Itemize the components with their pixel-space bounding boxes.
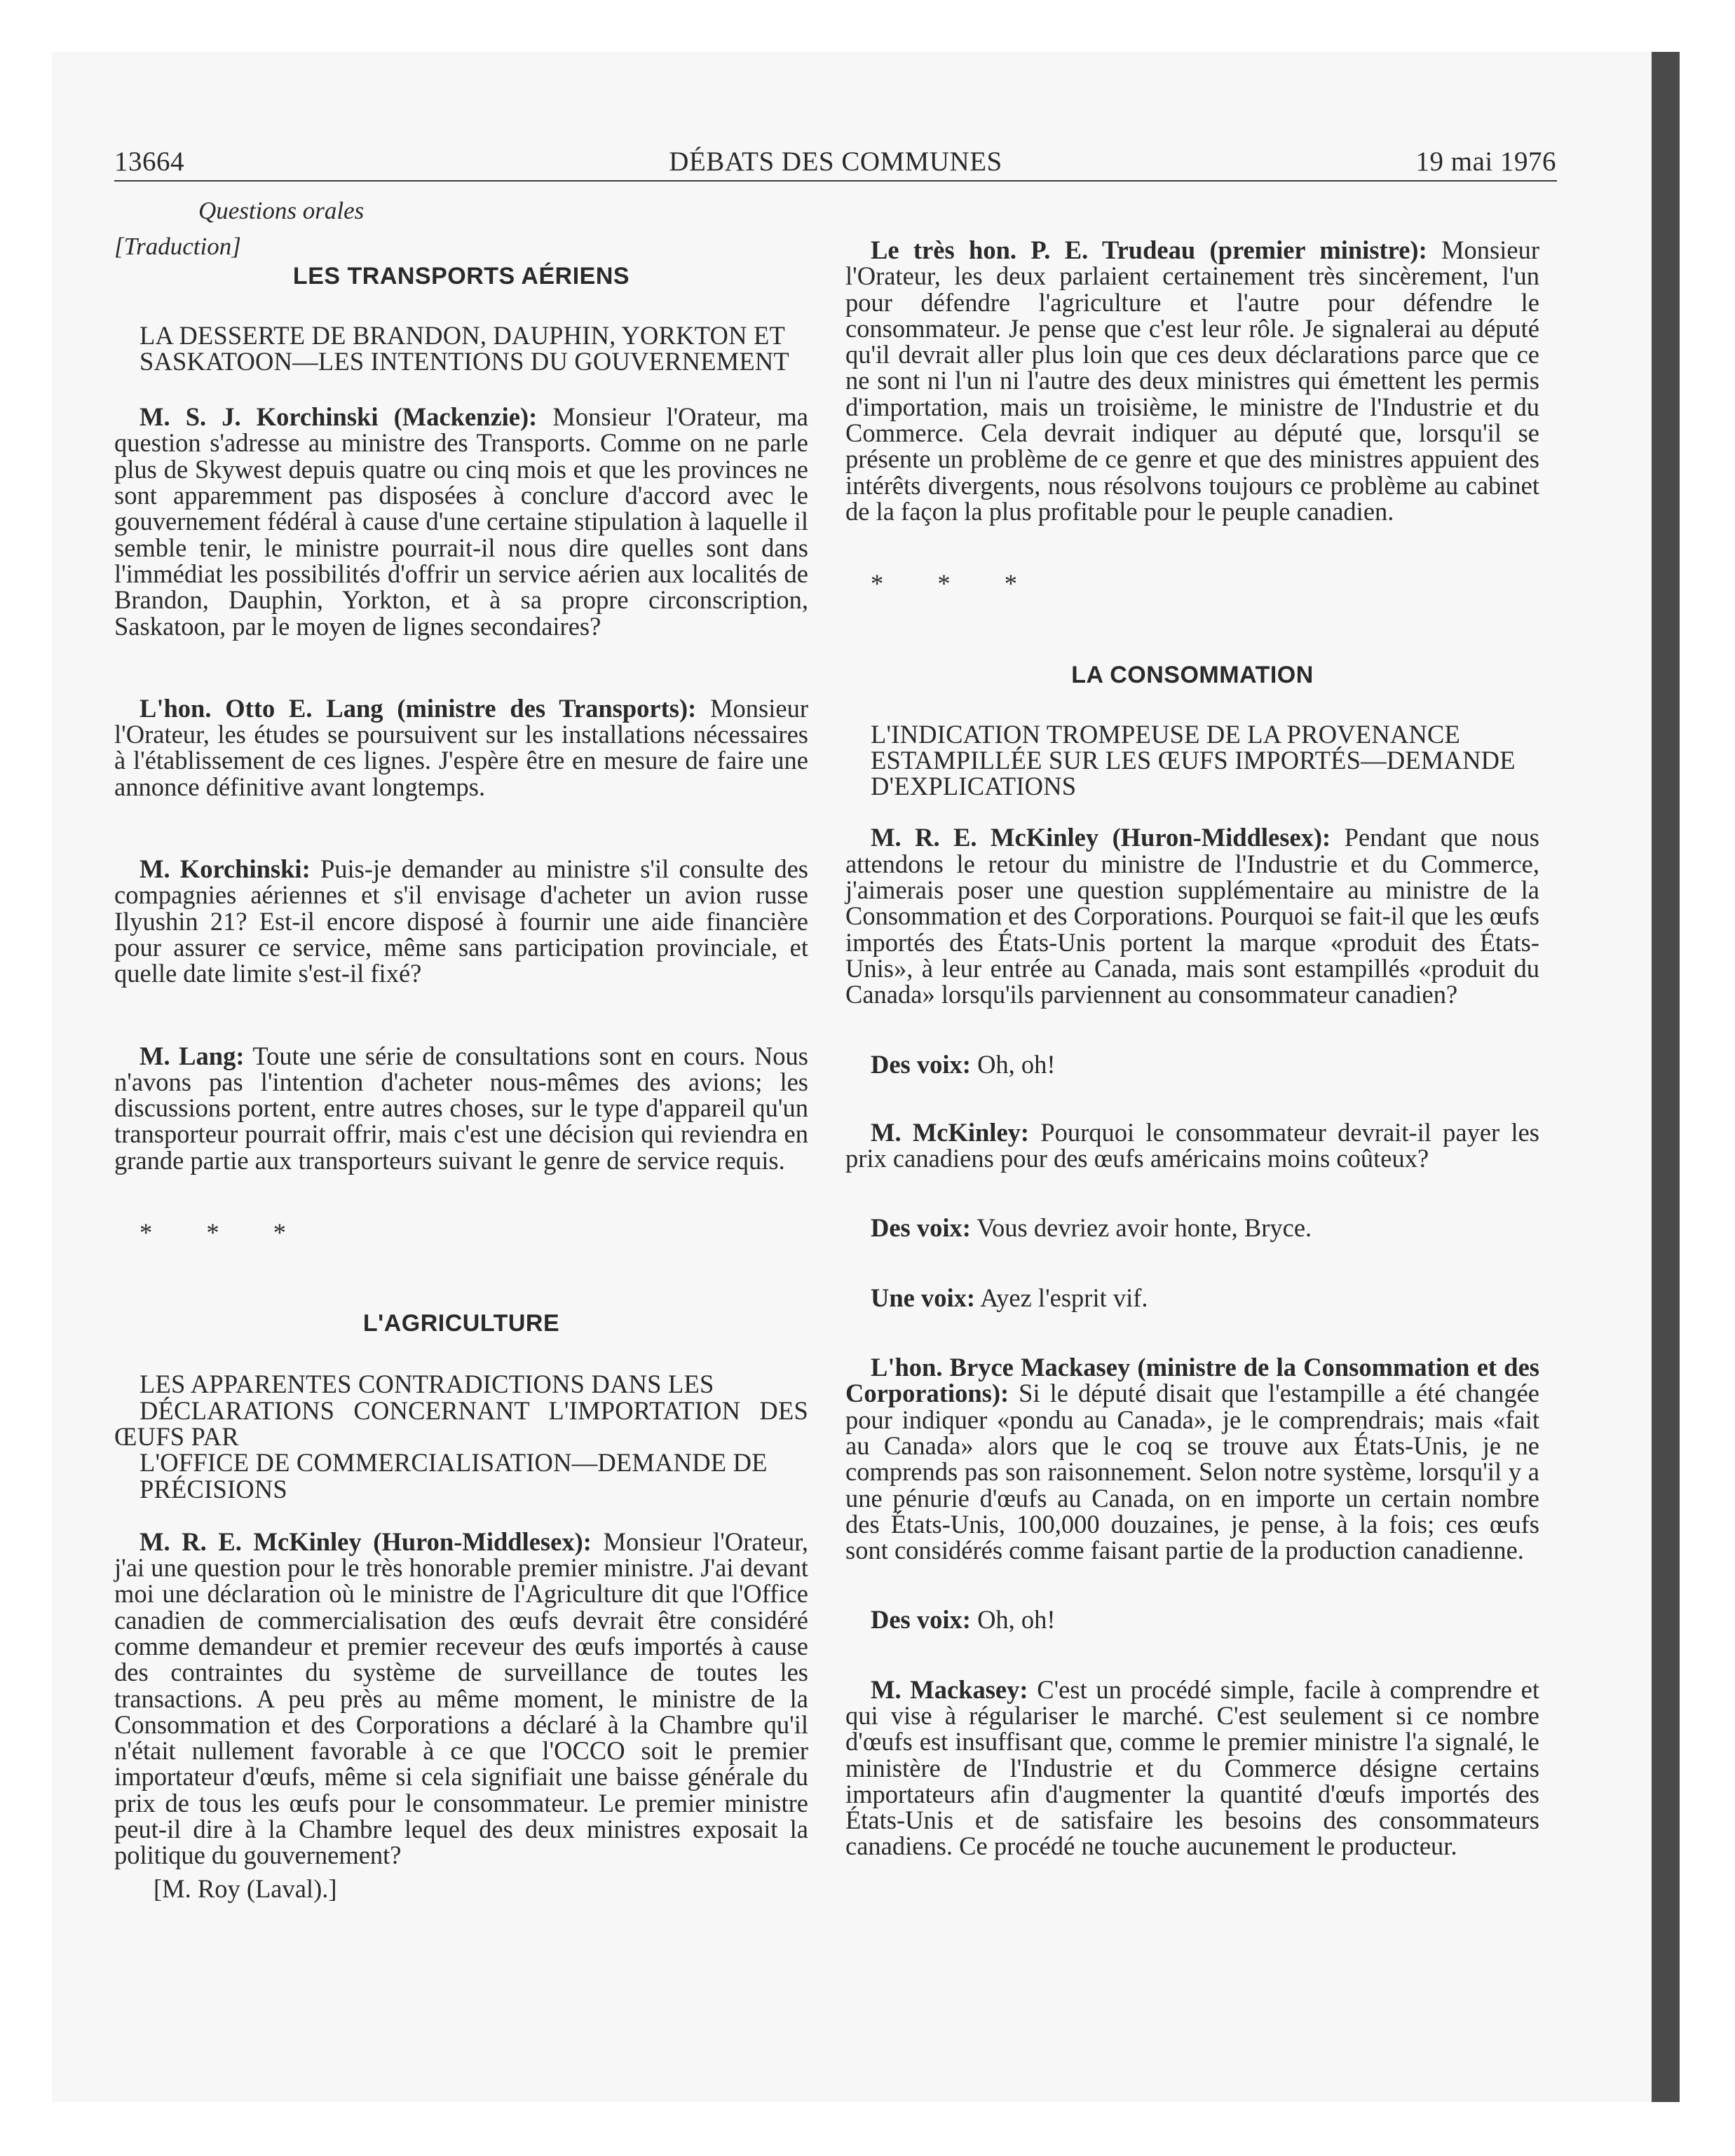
section-title-consommation: LA CONSOMMATION [1071,661,1314,688]
section-label: Questions orales [198,197,365,224]
speaker-name: Des voix: [871,1049,971,1079]
speaker-name: L'hon. Bryce Mackasey (ministre de la Consommation et des Corporations): [845,1353,1539,1408]
speech-trudeau [845,237,1539,524]
subheading-line: LES APPARENTES CONTRADICTIONS DANS LES [140,1370,714,1399]
left-column [114,198,808,1902]
speech-mckinley-1 [114,1529,808,1869]
speech-text: Pendant que nous attendons le retour du ministre de l'Industrie et du Commerce, j'aimerais poser une question supplémentaire au ministre de la Consommation et des Corporations. Pourquoi se fait-il que les œufs importés des États-Unis portent la marque «produit des États-Unis», à leur entrée au Canada, mais sont estampillés «produit du Canada» lorsqu'ils parviennent au consommateur canadien? [845,823,1539,1009]
interjection-une-voix [845,1285,1539,1311]
translation-note: [Traduction] [114,233,241,261]
subheading-line: DÉCLARATIONS CONCERNANT L'IMPORTATION DES ŒUFS PAR [114,1396,808,1451]
speech-text: Monsieur l'Orateur, les études se poursuivent sur les installations nécessaires à l'établissement de ces lignes. J'espère être en mesure de faire une annonce définitive avant longtemps. [114,693,808,801]
right-column [845,237,1539,1860]
speaker-name: Des voix: [871,1213,971,1243]
speech-text: Monsieur l'Orateur, les deux parlaient certainement très sincèrement, l'un pour défendre l'agriculture et l'autre pour défendre le consommateur. Je pense que c'est leur rôle. Je signalerai au député qu'il devrait aller plus loin que ces deux déclarations parce que ce ne sont ni l'un ni l'autre des deux ministres qui émettent les permis d'importation, mais un troisième, le ministre de l'Industrie et du Commerce. Cela devrait indiquer au député que, lorsqu'il se présente un problème de ce genre et que des ministres appuient des intérêts divergents, nous résolvons toujours ce problème au cabinet de la façon la plus profitable pour le peuple canadien. [845,236,1539,526]
subheading-line: D'EXPLICATIONS [871,772,1077,801]
subheading-line: LA DESSERTE DE BRANDON, DAUPHIN, YORKTON ET [140,320,785,350]
scan-edge-bar [1652,52,1680,2102]
subheading-line: L'OFFICE DE COMMERCIALISATION—DEMANDE DE [140,1448,768,1478]
speaker-name: M. S. J. Korchinski (Mackenzie): [140,402,538,432]
speech-mackasey-1 [845,1354,1539,1563]
subheading-consommation [845,721,1539,800]
speech-text: Oh, oh! [970,1049,1056,1079]
speaker-name: M. R. E. McKinley (Huron-Middlesex): [140,1527,592,1556]
speaker-name: M. R. E. McKinley (Huron-Middlesex): [871,823,1331,852]
section-title-agriculture: L'AGRICULTURE [362,1310,560,1337]
speech-text: Monsieur l'Orateur, j'ai une question pour le très honorable premier ministre. J'ai devant moi une déclaration où le ministre de l'Agriculture dit que l'Office canadien de commercialisation des œufs devrait être considéré comme demandeur et premier receveur des œufs importés à cause des contraintes du système de surveillance de toutes les transactions. A peu près au même moment, le ministre de la Consommation et des Corporations a déclaré à la Chambre qu'il n'était nullement favorable à ce que l'OCCO soit le premier importateur d'œufs, même si cela signifiait une baisse générale du prix de tous les œufs pour le consommateur. Le premier ministre peut-il dire à la Chambre lequel des deux ministres exposait la politique du gouvernement? [114,1527,808,1870]
speech-text: Ayez l'esprit vif. [975,1283,1148,1312]
speaker-name: Une voix: [871,1283,976,1312]
speech-text: Si le député disait que l'estampille a été changée pour indiquer «pondu au Canada», je le comprendrais; mais «fait au Canada» alors que le coq se trouve aux États-Unis, je ne comprends pas son raisonnement. Selon notre système, lorsqu'il y a une pénurie d'œufs au Canada, on en importe un certain nombre des États-Unis, 100,000 douzaines, je pense, à la fois; ces œufs sont considérés comme faisant partie de la production canadienne. [845,1379,1539,1565]
subheading-line: PRÉCISIONS [140,1474,287,1503]
subheading-line: L'INDICATION TROMPEUSE DE LA PROVENANCE [871,719,1461,749]
speech-mackasey-2 [845,1674,1539,1861]
speech-text: Monsieur l'Orateur, ma question s'adresse au ministre des Transports. Comme on ne parle plus de Skywest depuis quatre ou cinq mois et que les provinces ne sont apparemment pas disposées à conclure d'accord avec le gouvernement fédéral à cause d'une certaine stipulation à laquelle il semble tenir, le ministre pourrait-il nous dire quelles sont dans l'immédiat les possibilités d'offrir un service aérien aux localités de Brandon, Dauphin, Yorkton, et à sa propre circonscription, Saskatoon, par le moyen de lignes secondaires? [114,402,808,641]
interjection-des-voix-2 [845,1215,1539,1241]
subheading-line: SASKATOON—LES INTENTIONS DU GOUVERNEMENT [140,346,789,376]
interjection-des-voix-1 [845,1051,1539,1077]
speaker-name: M. Korchinski: [140,854,311,884]
subheading-transports [114,322,808,375]
speech-mckinley-3 [845,1119,1539,1172]
speech-text: Toute une série de consultations sont en cours. Nous n'avons pas l'intention d'acheter nous-mêmes des avions; les discussions portent, entre autres choses, sur le type d'appareil qu'un transporteur pourrait offrir, mais c'est une décision qui reviendra en grande partie aux transporteurs suivant le genre de service requis. [114,1041,809,1175]
speaker-name: M. Lang: [140,1041,245,1070]
speech-mckinley-2 [845,824,1539,1007]
section-separator: * * * [871,569,1041,599]
speech-korchinski-1 [114,404,808,639]
speech-text: Puis-je demander au ministre s'il consulte des compagnies aériennes et s'il envisage d'acheter un avion russe Ilyushin 21? Est-il encore disposé à fournir une aide financière pour assurer ce service, même sans participation provinciale, et quelle date limite s'est-il fixé? [114,854,809,988]
header-rule [114,180,1557,182]
speech-lang-2 [114,1043,808,1173]
speech-korchinski-2 [114,856,808,986]
speech-lang-1 [114,695,808,800]
page-number: 13664 [114,146,184,177]
section-title-transports: LES TRANSPORTS AÉRIENS [292,262,630,289]
speaker-name: L'hon. Otto E. Lang (ministre des Transports): [140,693,697,723]
speech-text: C'est un procédé simple, facile à comprendre et qui vise à régulariser le marché. C'est seulement si ce nombre d'œufs est insuffisant que, comme le premier ministre l'a signalé, le ministère de l'Industrie et du Commerce désigne certains importateurs afin d'augmenter la quantité d'œufs importés des États-Unis et de satisfaire les besoins des consommateurs canadiens. Ce procédé ne touche aucunement le producteur. [845,1674,1539,1861]
footnote-speaker: [M. Roy (Laval).] [154,1874,337,1903]
speech-text: Vous devriez avoir honte, Bryce. [970,1213,1312,1243]
speech-text: Oh, oh! [970,1605,1056,1635]
speaker-name: Des voix: [871,1605,971,1635]
page-date: 19 mai 1976 [1415,146,1556,177]
subheading-agriculture [114,1371,808,1501]
subheading-line: ESTAMPILLÉE SUR LES ŒUFS IMPORTÉS—DEMANDE [871,745,1516,775]
speech-text: Pourquoi le consommateur devrait-il payer les prix canadiens pour des œufs américains moins coûteux? [845,1117,1539,1173]
journal-title: DÉBATS DES COMMUNES [669,146,1002,177]
speaker-name: M. Mackasey: [871,1674,1028,1704]
speaker-name: Le très hon. P. E. Trudeau (premier ministre): [871,236,1427,264]
interjection-des-voix-3 [845,1605,1539,1635]
section-separator: * * * [140,1218,310,1248]
speaker-name: M. McKinley: [871,1117,1030,1147]
